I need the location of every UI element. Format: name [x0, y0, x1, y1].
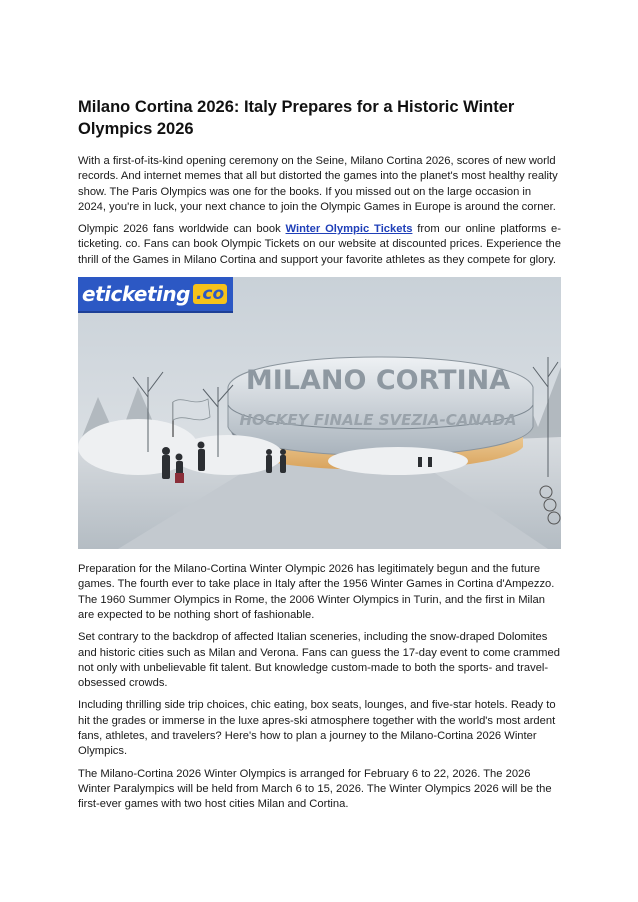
- preparation-paragraph: Preparation for the Milano-Cortina Winter Olympic 2026 has legitimately begun and the future games. The fourth ever to take place in Italy after the 1956 Winter Games in Cortina d'Ampezzo. The 1960 Summer Olympics in Rome, the 2006 Winter Olympics in Turin, and the first in Milan are expected to be nothing short of fashionable.: [78, 563, 555, 621]
- article: [78, 96, 561, 820]
- logo-suffix: .co: [193, 284, 227, 304]
- scenery-paragraph: Set contrary to the backdrop of affected Italian sceneries, including the snow-draped Dolomites and historic cities such as Milan and Verona. Fans can guess the 17-day event to come crammed not only with unbelievable fit talent. But knowledge custom-made to both the sports- and travel-obsessed crowds.: [78, 631, 560, 690]
- winter-olympic-tickets-link[interactable]: Winter Olympic Tickets: [285, 223, 413, 236]
- tickets-text-after: from our online platforms e-ticketing. co. Fans can book Olympic Tickets on our website at discounted prices. Experience the thrill of the Games in Milano Cortina and support your favorite athletes as they compete for glory.: [78, 223, 561, 266]
- article-title: Milano Cortina 2026: Italy Prepares for a Historic Winter Olympics 2026: [78, 98, 515, 138]
- arena-band: HOCKEY FINALE SVEZIA-CANADA: [239, 411, 517, 430]
- intro-paragraph: With a first-of-its-kind opening ceremony on the Seine, Milano Cortina 2026, scores of new world records. And internet memes that all but distorted the games into the planet's most healthy reality show. The Paris Olympics was one for the books. If you missed out on the large occasion in 2024, you're in luck, your next chance to join the Olympic Games in Europe is around the corner.: [78, 155, 558, 213]
- logo-word: eticketing: [82, 282, 190, 307]
- side-trips-paragraph: Including thrilling side trip choices, chic eating, box seats, lounges, and five-star hotels. Ready to hit the grades or immerse in the luxe apres-ski atmosphere together with the world's most ardent fans, athletes, and travelers? Here's how to plan a journey to the Milano-Cortina 2026 Winter Olympics.: [78, 699, 556, 758]
- arena-sign: MILANO CORTINA: [245, 365, 511, 397]
- tickets-text-before: Olympic 2026 fans worldwide can book: [78, 223, 286, 236]
- dates-paragraph: The Milano-Cortina 2026 Winter Olympics is arranged for February 6 to 22, 2026. The 2026 Winter Paralympics will be held from March 6 to 15, 2026. The Winter Olympics 2026 will be the first-ever games with two host cities Milan and Cortina.: [78, 767, 552, 811]
- eticketing-logo: [78, 277, 233, 313]
- arena-image: [78, 277, 561, 549]
- tickets-paragraph: [78, 222, 561, 268]
- arena-illustration: [78, 277, 561, 549]
